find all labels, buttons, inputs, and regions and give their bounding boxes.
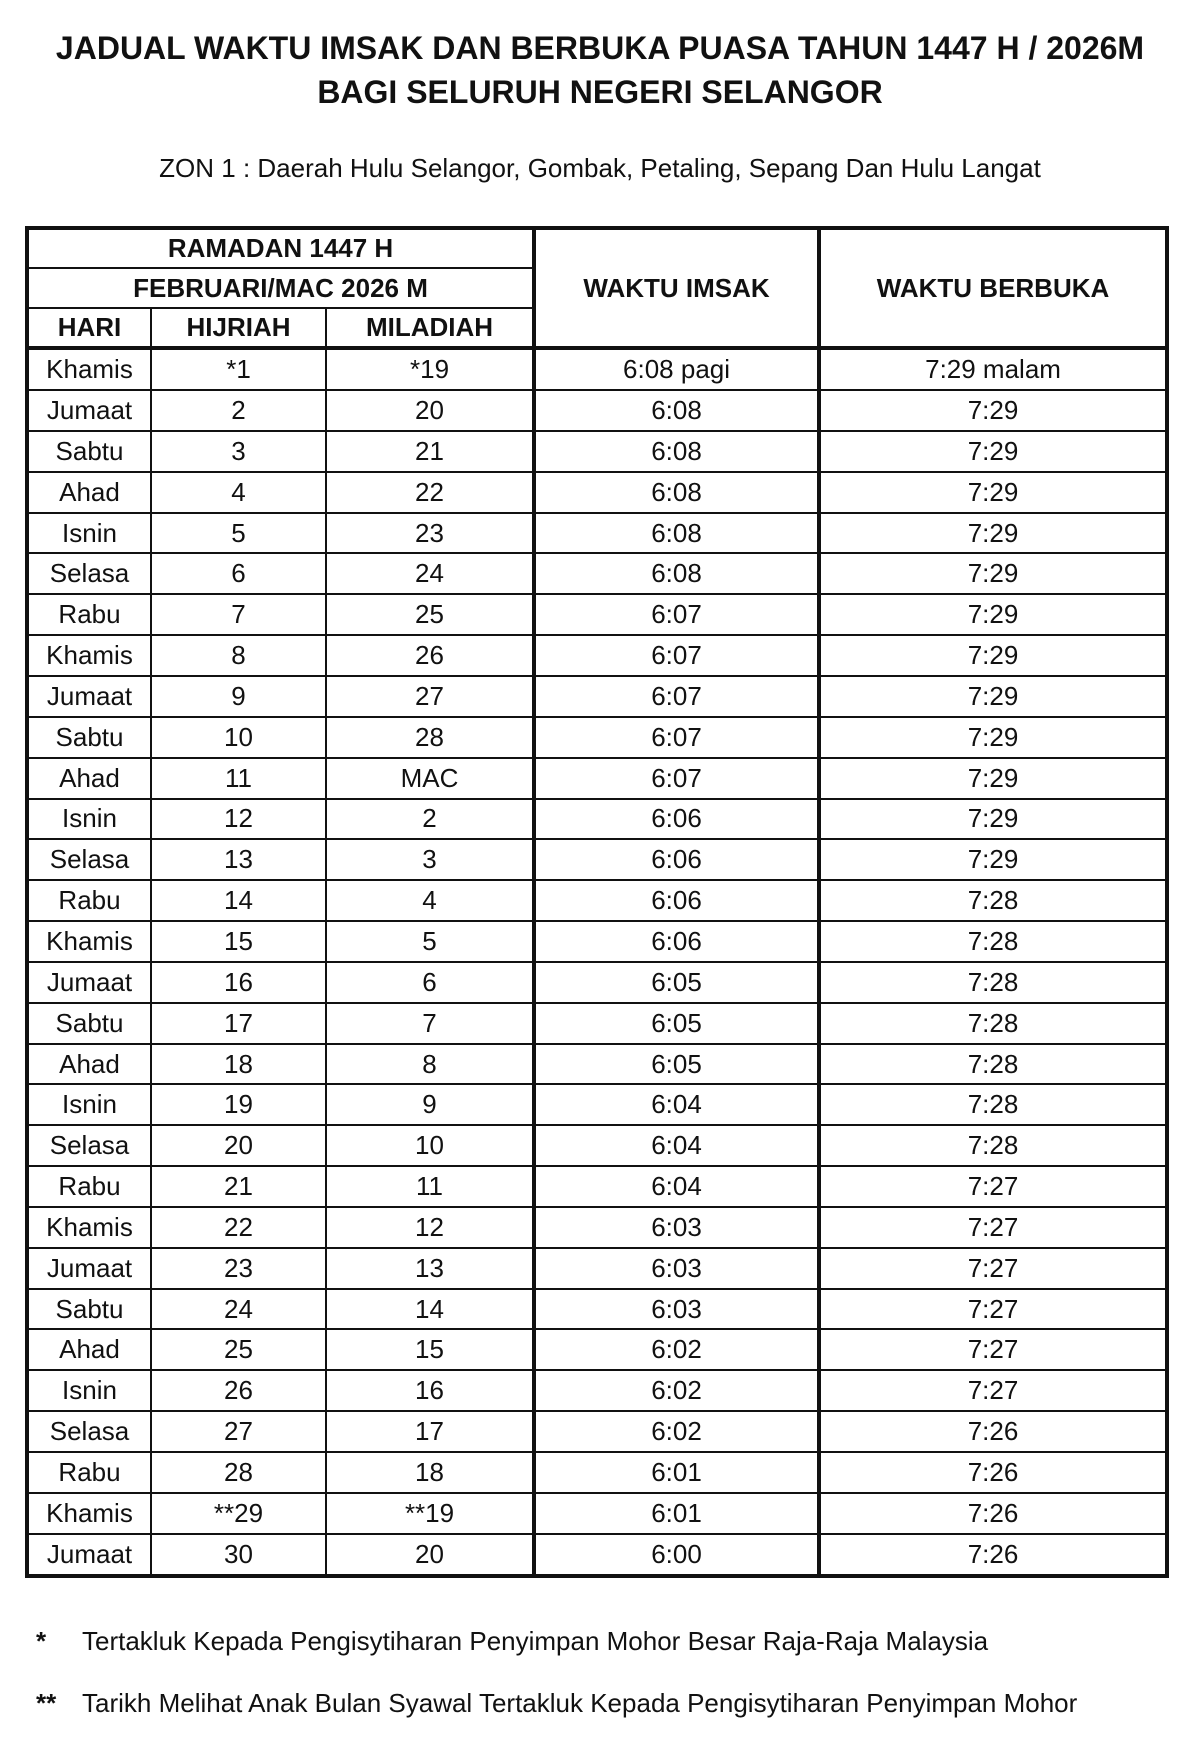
- cell-berbuka: 7:28: [819, 962, 1167, 1003]
- cell-miladiah: **19: [326, 1493, 534, 1534]
- cell-hijriah: 25: [151, 1329, 326, 1370]
- cell-miladiah: 5: [326, 921, 534, 962]
- cell-hari: Isnin: [27, 513, 151, 554]
- table-row: [27, 635, 1167, 676]
- table-row: [27, 1248, 1167, 1289]
- cell-imsak: 6:06: [534, 799, 819, 840]
- cell-miladiah: 20: [326, 390, 534, 431]
- cell-miladiah: 15: [326, 1329, 534, 1370]
- cell-miladiah: 22: [326, 472, 534, 513]
- cell-hari: Isnin: [27, 799, 151, 840]
- cell-miladiah: 14: [326, 1289, 534, 1330]
- cell-imsak: 6:05: [534, 1044, 819, 1085]
- cell-hari: Jumaat: [27, 1534, 151, 1576]
- cell-berbuka: 7:29 malam: [819, 348, 1167, 390]
- cell-hari: Jumaat: [27, 390, 151, 431]
- cell-hari: Ahad: [27, 1044, 151, 1085]
- table-row: [27, 1534, 1167, 1576]
- footnote-1: [36, 1623, 988, 1659]
- cell-hijriah: 13: [151, 839, 326, 880]
- cell-berbuka: 7:26: [819, 1452, 1167, 1493]
- cell-imsak: 6:02: [534, 1329, 819, 1370]
- cell-hijriah: 5: [151, 513, 326, 554]
- table-row: [27, 839, 1167, 880]
- table-row: [27, 1452, 1167, 1493]
- cell-hari: Ahad: [27, 758, 151, 799]
- cell-hijriah: 9: [151, 676, 326, 717]
- cell-hari: Ahad: [27, 1329, 151, 1370]
- cell-imsak: 6:08: [534, 472, 819, 513]
- cell-miladiah: 3: [326, 839, 534, 880]
- page-title: JADUAL WAKTU IMSAK DAN BERBUKA PUASA TAHUN 1447 H / 2026M: [55, 30, 1145, 66]
- cell-hijriah: 2: [151, 390, 326, 431]
- cell-miladiah: MAC: [326, 758, 534, 799]
- cell-berbuka: 7:28: [819, 921, 1167, 962]
- table-row: [27, 1084, 1167, 1125]
- table-row: [27, 717, 1167, 758]
- schedule-table: [25, 226, 1169, 1578]
- cell-hijriah: *1: [151, 348, 326, 390]
- cell-berbuka: 7:27: [819, 1207, 1167, 1248]
- cell-miladiah: 2: [326, 799, 534, 840]
- cell-hijriah: 22: [151, 1207, 326, 1248]
- cell-imsak: 6:02: [534, 1411, 819, 1452]
- table-row: [27, 799, 1167, 840]
- cell-imsak: 6:08 pagi: [534, 348, 819, 390]
- cell-berbuka: 7:26: [819, 1534, 1167, 1576]
- cell-hijriah: 14: [151, 880, 326, 921]
- cell-hari: Ahad: [27, 472, 151, 513]
- cell-imsak: 6:06: [534, 880, 819, 921]
- cell-berbuka: 7:27: [819, 1248, 1167, 1289]
- cell-miladiah: 9: [326, 1084, 534, 1125]
- table-row: [27, 1329, 1167, 1370]
- cell-berbuka: 7:28: [819, 880, 1167, 921]
- cell-imsak: 6:07: [534, 676, 819, 717]
- table-row: [27, 880, 1167, 921]
- table-row: [27, 390, 1167, 431]
- cell-hijriah: 10: [151, 717, 326, 758]
- cell-hijriah: 11: [151, 758, 326, 799]
- cell-imsak: 6:06: [534, 839, 819, 880]
- table-body: [27, 348, 1167, 1576]
- table-row: [27, 1044, 1167, 1085]
- cell-berbuka: 7:28: [819, 1084, 1167, 1125]
- table-row: [27, 472, 1167, 513]
- cell-hijriah: 6: [151, 553, 326, 594]
- table-row: [27, 1207, 1167, 1248]
- cell-imsak: 6:01: [534, 1452, 819, 1493]
- cell-hari: Isnin: [27, 1084, 151, 1125]
- table-row: [27, 1411, 1167, 1452]
- cell-imsak: 6:07: [534, 758, 819, 799]
- cell-hari: Rabu: [27, 594, 151, 635]
- table-row: [27, 431, 1167, 472]
- cell-berbuka: 7:29: [819, 758, 1167, 799]
- page-subtitle: BAGI SELURUH NEGERI SELANGOR: [317, 74, 883, 110]
- cell-hari: Sabtu: [27, 1003, 151, 1044]
- cell-hijriah: 15: [151, 921, 326, 962]
- cell-hijriah: **29: [151, 1493, 326, 1534]
- footnote-2: [36, 1685, 1077, 1721]
- cell-hari: Khamis: [27, 635, 151, 676]
- cell-miladiah: 20: [326, 1534, 534, 1576]
- table-row: [27, 594, 1167, 635]
- cell-hijriah: 26: [151, 1370, 326, 1411]
- cell-hijriah: 20: [151, 1125, 326, 1166]
- table-row: [27, 758, 1167, 799]
- cell-berbuka: 7:29: [819, 390, 1167, 431]
- cell-hijriah: 12: [151, 799, 326, 840]
- cell-miladiah: 6: [326, 962, 534, 1003]
- cell-miladiah: 24: [326, 553, 534, 594]
- cell-hijriah: 18: [151, 1044, 326, 1085]
- cell-imsak: 6:06: [534, 921, 819, 962]
- cell-miladiah: 25: [326, 594, 534, 635]
- cell-hijriah: 30: [151, 1534, 326, 1576]
- footnote-marker: **: [36, 1688, 57, 1718]
- cell-hari: Sabtu: [27, 717, 151, 758]
- cell-hari: Khamis: [27, 1207, 151, 1248]
- cell-imsak: 6:04: [534, 1166, 819, 1207]
- table-row: [27, 1003, 1167, 1044]
- zone-label: ZON 1 : Daerah Hulu Selangor, Gombak, Petaling, Sepang Dan Hulu Langat: [159, 153, 1041, 183]
- cell-imsak: 6:04: [534, 1125, 819, 1166]
- cell-imsak: 6:03: [534, 1248, 819, 1289]
- header-ramadan: RAMADAN 1447 H: [27, 228, 534, 268]
- cell-imsak: 6:03: [534, 1207, 819, 1248]
- cell-imsak: 6:05: [534, 1003, 819, 1044]
- cell-miladiah: 28: [326, 717, 534, 758]
- cell-miladiah: 10: [326, 1125, 534, 1166]
- cell-berbuka: 7:28: [819, 1044, 1167, 1085]
- table-row: [27, 921, 1167, 962]
- cell-hijriah: 3: [151, 431, 326, 472]
- cell-imsak: 6:08: [534, 553, 819, 594]
- cell-berbuka: 7:27: [819, 1370, 1167, 1411]
- cell-berbuka: 7:28: [819, 1125, 1167, 1166]
- footnote-text: Tertakluk Kepada Pengisytiharan Penyimpan Mohor Besar Raja-Raja Malaysia: [82, 1626, 989, 1656]
- cell-hari: Jumaat: [27, 962, 151, 1003]
- cell-imsak: 6:00: [534, 1534, 819, 1576]
- cell-miladiah: 18: [326, 1452, 534, 1493]
- table-row: [27, 1370, 1167, 1411]
- cell-hijriah: 27: [151, 1411, 326, 1452]
- header-hari: HARI: [27, 308, 151, 348]
- cell-hijriah: 21: [151, 1166, 326, 1207]
- cell-berbuka: 7:29: [819, 635, 1167, 676]
- cell-imsak: 6:03: [534, 1289, 819, 1330]
- cell-hijriah: 19: [151, 1084, 326, 1125]
- cell-berbuka: 7:29: [819, 799, 1167, 840]
- cell-hijriah: 28: [151, 1452, 326, 1493]
- cell-miladiah: 26: [326, 635, 534, 676]
- cell-miladiah: 23: [326, 513, 534, 554]
- cell-hari: Selasa: [27, 1411, 151, 1452]
- cell-berbuka: 7:27: [819, 1329, 1167, 1370]
- cell-imsak: 6:04: [534, 1084, 819, 1125]
- cell-hari: Jumaat: [27, 676, 151, 717]
- cell-hari: Selasa: [27, 839, 151, 880]
- cell-imsak: 6:07: [534, 594, 819, 635]
- cell-berbuka: 7:29: [819, 839, 1167, 880]
- cell-imsak: 6:02: [534, 1370, 819, 1411]
- cell-hari: Selasa: [27, 553, 151, 594]
- cell-miladiah: 13: [326, 1248, 534, 1289]
- cell-berbuka: 7:29: [819, 472, 1167, 513]
- cell-hijriah: 7: [151, 594, 326, 635]
- cell-miladiah: 21: [326, 431, 534, 472]
- cell-miladiah: 8: [326, 1044, 534, 1085]
- cell-berbuka: 7:27: [819, 1289, 1167, 1330]
- header-miladiah: MILADIAH: [326, 308, 534, 348]
- cell-berbuka: 7:29: [819, 513, 1167, 554]
- cell-berbuka: 7:29: [819, 717, 1167, 758]
- cell-hijriah: 17: [151, 1003, 326, 1044]
- cell-berbuka: 7:26: [819, 1493, 1167, 1534]
- cell-imsak: 6:08: [534, 390, 819, 431]
- cell-berbuka: 7:29: [819, 553, 1167, 594]
- cell-miladiah: 11: [326, 1166, 534, 1207]
- footnote-text: Tarikh Melihat Anak Bulan Syawal Tertakluk Kepada Pengisytiharan Penyimpan Mohor: [82, 1688, 1078, 1718]
- table-row: [27, 1493, 1167, 1534]
- cell-hari: Selasa: [27, 1125, 151, 1166]
- table-row: [27, 348, 1167, 390]
- cell-hari: Sabtu: [27, 1289, 151, 1330]
- cell-berbuka: 7:27: [819, 1166, 1167, 1207]
- cell-imsak: 6:07: [534, 635, 819, 676]
- cell-imsak: 6:01: [534, 1493, 819, 1534]
- cell-imsak: 6:07: [534, 717, 819, 758]
- header-imsak: WAKTU IMSAK: [534, 228, 819, 348]
- table-row: [27, 1125, 1167, 1166]
- header-month: FEBRUARI/MAC 2026 M: [27, 268, 534, 308]
- cell-miladiah: *19: [326, 348, 534, 390]
- cell-miladiah: 4: [326, 880, 534, 921]
- cell-hari: Isnin: [27, 1370, 151, 1411]
- cell-hari: Jumaat: [27, 1248, 151, 1289]
- cell-miladiah: 12: [326, 1207, 534, 1248]
- header-berbuka: WAKTU BERBUKA: [819, 228, 1167, 348]
- header-hijriah: HIJRIAH: [151, 308, 326, 348]
- table-row: [27, 962, 1167, 1003]
- cell-miladiah: 17: [326, 1411, 534, 1452]
- table-row: [27, 513, 1167, 554]
- table-row: [27, 1289, 1167, 1330]
- cell-hijriah: 24: [151, 1289, 326, 1330]
- cell-miladiah: 27: [326, 676, 534, 717]
- table-header: [27, 228, 1167, 348]
- cell-miladiah: 16: [326, 1370, 534, 1411]
- cell-berbuka: 7:26: [819, 1411, 1167, 1452]
- cell-hari: Rabu: [27, 880, 151, 921]
- cell-berbuka: 7:29: [819, 676, 1167, 717]
- cell-hijriah: 8: [151, 635, 326, 676]
- cell-hijriah: 23: [151, 1248, 326, 1289]
- cell-imsak: 6:08: [534, 513, 819, 554]
- cell-hari: Khamis: [27, 1493, 151, 1534]
- cell-imsak: 6:08: [534, 431, 819, 472]
- cell-hari: Sabtu: [27, 431, 151, 472]
- cell-berbuka: 7:28: [819, 1003, 1167, 1044]
- cell-hari: Khamis: [27, 921, 151, 962]
- cell-berbuka: 7:29: [819, 594, 1167, 635]
- cell-hijriah: 16: [151, 962, 326, 1003]
- cell-hijriah: 4: [151, 472, 326, 513]
- cell-imsak: 6:05: [534, 962, 819, 1003]
- cell-hari: Rabu: [27, 1452, 151, 1493]
- cell-hari: Khamis: [27, 348, 151, 390]
- table-row: [27, 553, 1167, 594]
- footnote-marker: *: [36, 1626, 47, 1656]
- table-row: [27, 676, 1167, 717]
- cell-berbuka: 7:29: [819, 431, 1167, 472]
- table-row: [27, 1166, 1167, 1207]
- cell-miladiah: 7: [326, 1003, 534, 1044]
- cell-hari: Rabu: [27, 1166, 151, 1207]
